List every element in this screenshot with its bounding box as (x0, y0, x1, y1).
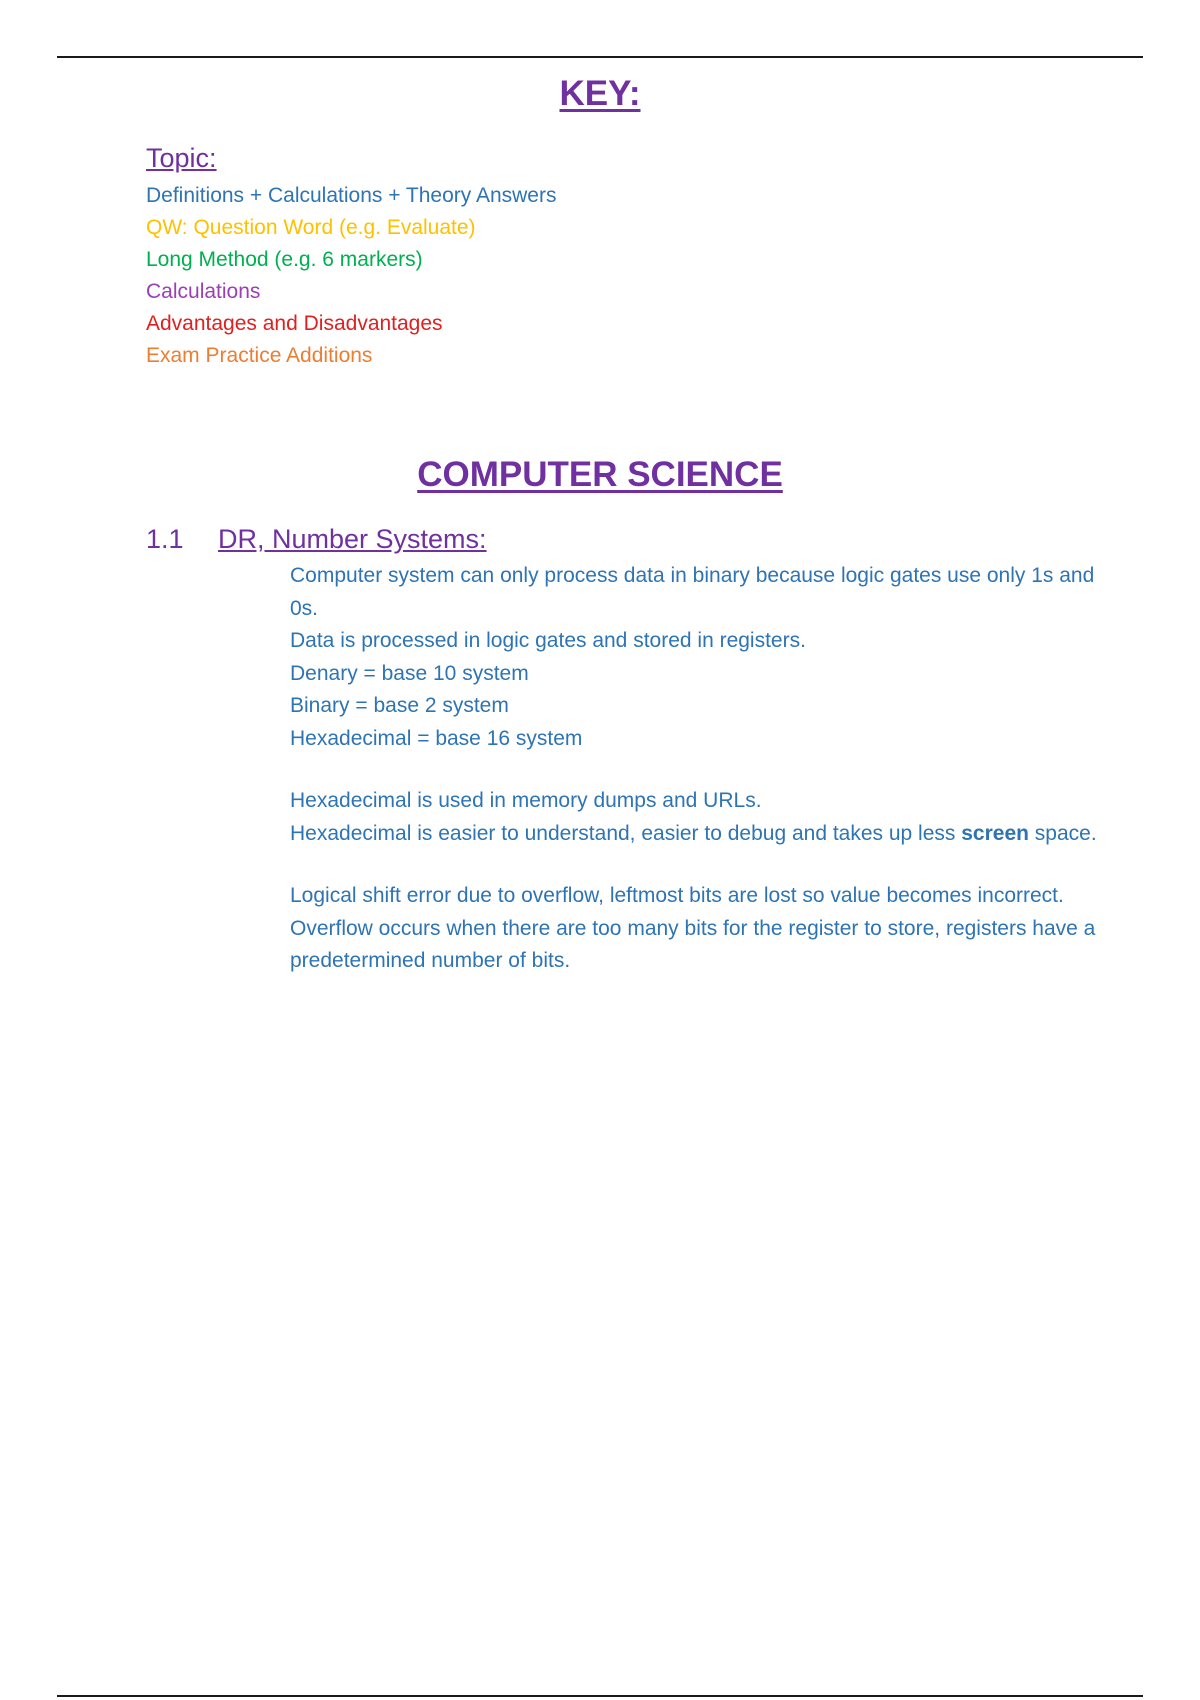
header-rule (57, 56, 1143, 58)
footer-rule (57, 1695, 1143, 1697)
key-title: KEY: (559, 74, 641, 113)
paragraph-gap (290, 755, 1120, 785)
section-title: DR, Number Systems: (218, 524, 487, 554)
note-hex-usage: Hexadecimal is used in memory dumps and URLs. (290, 789, 762, 812)
key-line-question-word: QW: Question Word (e.g. Evaluate) (146, 216, 476, 239)
key-line-definitions: Definitions + Calculations + Theory Answers (146, 184, 557, 207)
section-number: 1.1 (146, 524, 184, 554)
note-hex-benefits-text: Hexadecimal is easier to understand, easier to debug and takes up less (290, 821, 962, 845)
key-line-calculations: Calculations (146, 280, 261, 303)
topic-label: Topic: (146, 143, 217, 173)
key-legend (146, 143, 556, 372)
key-line-advantages: Advantages and Disadvantages (146, 312, 443, 335)
note-denary: Denary = base 10 system (290, 661, 529, 685)
section-notes (290, 560, 1120, 978)
note-logical-shift: Logical shift error due to overflow, leftmost bits are lost so value becomes incorrect. (290, 884, 1064, 907)
note-hexadecimal: Hexadecimal = base 16 system (290, 726, 583, 750)
note-logic-gates: Data is processed in logic gates and stored in registers. (290, 629, 806, 652)
note-binary-processing: Computer system can only process data in binary because logic gates use only 1s and 0s. (290, 564, 1095, 620)
document-title: COMPUTER SCIENCE (417, 455, 783, 494)
note-overflow: Overflow occurs when there are too many bits for the register to store, registers have a predetermined number of bits. (290, 916, 1096, 972)
section-heading (146, 524, 487, 555)
note-hex-benefits-bold: screen (961, 821, 1029, 845)
key-line-exam-practice: Exam Practice Additions (146, 344, 373, 367)
key-line-long-method: Long Method (e.g. 6 markers) (146, 248, 423, 271)
note-hex-benefits-end: space. (1028, 821, 1097, 845)
paragraph-gap (290, 850, 1120, 880)
note-binary: Binary = base 2 system (290, 694, 509, 717)
note-hex-benefits (290, 818, 1120, 851)
